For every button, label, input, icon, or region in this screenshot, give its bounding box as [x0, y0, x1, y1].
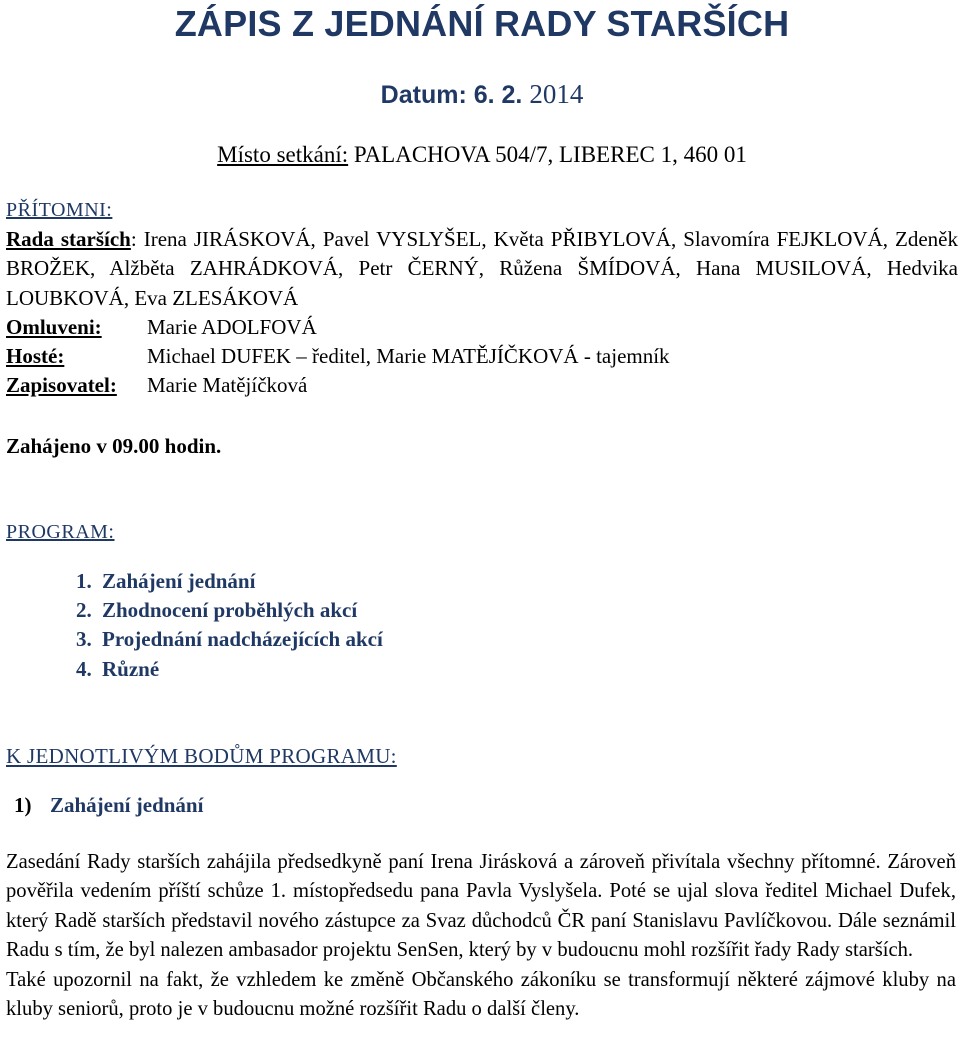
guests-label: Hosté: [6, 344, 65, 369]
program-item-label: Projednání nadcházejících akcí [102, 627, 383, 652]
recorder-row [6, 371, 958, 400]
council-label: Rada starších [6, 227, 131, 252]
section-index: 1) [14, 793, 32, 817]
excused-row [6, 313, 958, 342]
meeting-date [6, 78, 958, 111]
attendance-heading: PŘÍTOMNI: [6, 199, 113, 221]
program-item-label: Různé [102, 656, 160, 681]
guests-value: Michael DUFEK – ředitel, Marie MATĚJÍČKOVÁ - tajemník [147, 344, 670, 369]
paragraph: Také upozornil na fakt, že vzhledem ke změně Občanského zákoníku se transformují některé zájmové kluby na kluby seniorů, proto je v budoucnu možné rozšířit Radu o další členy. [6, 968, 956, 1021]
program-item-number: 4. [76, 656, 92, 681]
excused-value: Marie ADOLFOVÁ [147, 314, 317, 339]
recorder-label: Zapisovatel: [6, 373, 117, 398]
program-item-number: 1. [76, 569, 92, 593]
guests-row [6, 342, 958, 371]
program-list [76, 567, 383, 684]
program-item-number: 3. [76, 627, 92, 652]
meeting-venue [6, 140, 958, 170]
section-title: Zahájení jednání [50, 793, 204, 817]
paragraph: Zasedání Rady starších zahájila předsedkyně paní Irena Jirásková a zároveň přivítala všechny přítomné. Zároveň pověřila vedením příští schůze 1. místopředsedu pana Pavla Vyslyšela. Poté se ujal slova ředitel Michael Dufek, který Radě starších představil nového zástupce za Svaz důchodců ČR paní Stanislavu Pavlíčkovou. Dále seznámil Radu s tím, že byl nalezen ambasador projektu SenSen, který by v budoucnu mohl rozšířit řady Rady starších. [6, 851, 956, 962]
attendance-section [6, 196, 958, 400]
program-item-label: Zhodnocení proběhlých akcí [102, 598, 358, 623]
recorder-value: Marie Matějíčková [147, 373, 308, 398]
program-item-number: 2. [76, 598, 92, 623]
council-members-list: : Irena JIRÁSKOVÁ, Pavel VYSLYŠEL, Květa PŘIBYLOVÁ, Slavomíra FEJKLOVÁ, Zdeněk BROŽEK, Alžběta ZAHRÁDKOVÁ, Petr ČERNÝ, Růžena ŠMÍDOVÁ, Hana MUSILOVÁ, Hedvika LOUBKOVÁ, Eva ZLESÁKOVÁ [6, 227, 958, 310]
program-item [76, 567, 383, 596]
date-label: Datum: 6. 2. [380, 81, 523, 109]
program-item [76, 655, 383, 684]
section-heading [14, 790, 203, 820]
venue-value: PALACHOVA 504/7, LIBEREC 1, 460 01 [353, 142, 747, 167]
points-heading: K JEDNOTLIVÝM BODŮM PROGRAMU: [6, 744, 397, 768]
excused-label: Omluveni: [6, 314, 102, 339]
meeting-start-time: Zahájeno v 09.00 hodin. [6, 434, 222, 458]
program-item-label: Zahájení jednání [102, 569, 256, 593]
council-members [6, 225, 958, 313]
date-year: 2014 [529, 79, 584, 109]
program-item [76, 625, 383, 654]
program-item [76, 596, 383, 625]
program-heading: PROGRAM: [6, 521, 115, 543]
venue-label: Místo setkání: [217, 142, 349, 167]
document-title: ZÁPIS Z JEDNÁNÍ RADY STARŠÍCH [174, 3, 790, 44]
section-body [6, 848, 956, 1024]
